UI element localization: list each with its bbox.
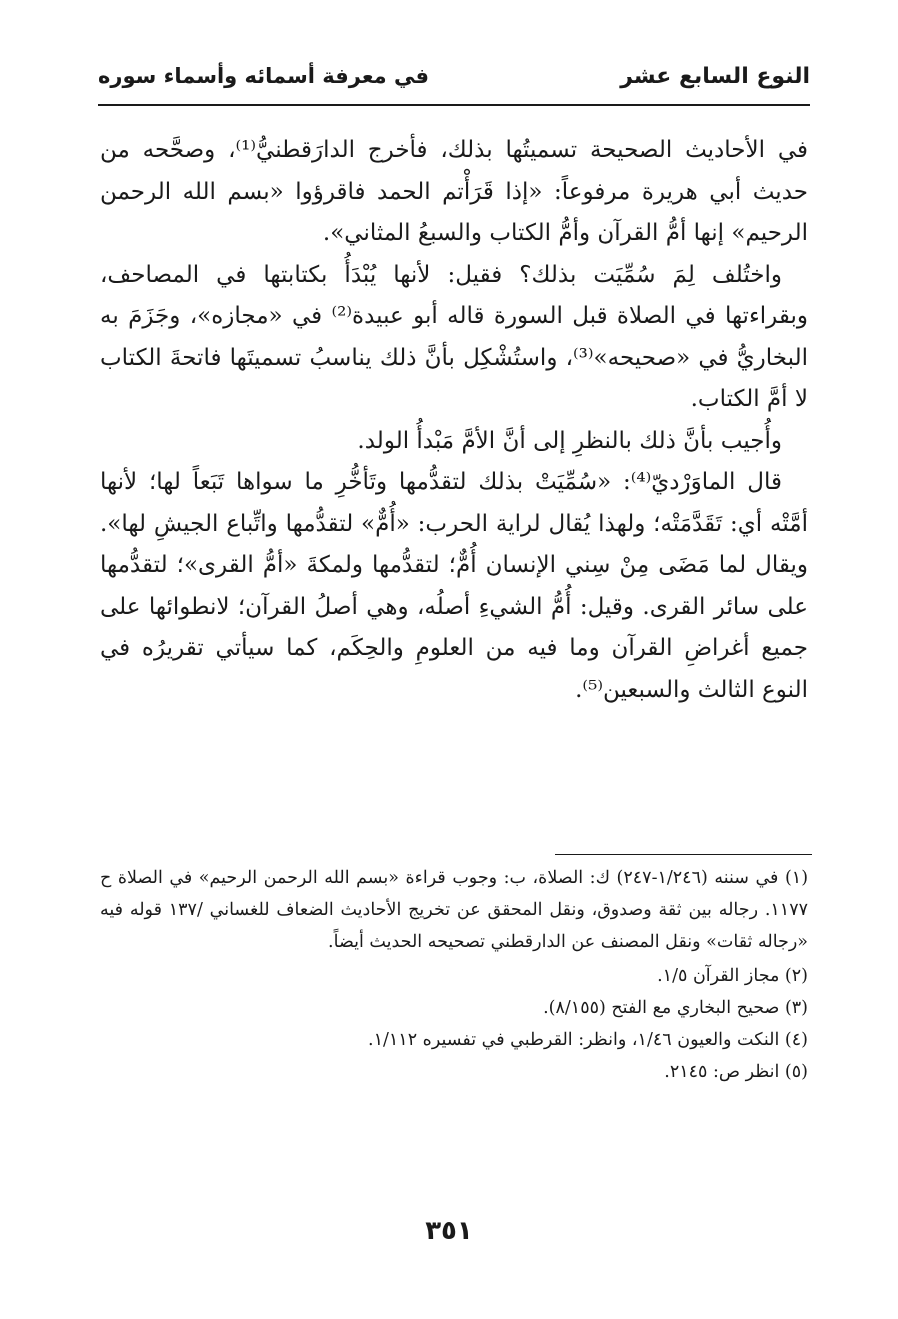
footnote: (٤) النكت والعيون ١/٤٦، وانظر: القرطبي في تفسيره ١/١١٢. — [368, 1030, 808, 1050]
running-header — [98, 60, 810, 100]
page-number: ٣٥١ — [425, 1216, 473, 1246]
footnote: (٣) صحيح البخاري مع الفتح (٨/١٥٥). — [543, 998, 808, 1018]
section-title: في معرفة أسمائه وأسماء سوره — [98, 64, 429, 88]
chapter-title: النوع السابع عشر — [620, 64, 810, 89]
main-text — [100, 130, 808, 711]
footnote-divider — [555, 854, 812, 855]
paragraph: وأُجيب بأنَّ ذلك بالنظرِ إلى أنَّ الأمَّ مَبْدأُ الولد. — [357, 427, 782, 454]
footnote: (٢) مجاز القرآن ١/٥. — [657, 966, 808, 986]
footnote: (١) في سننه (١/٢٤٦-٢٤٧) ك: الصلاة، ب: وجوب قراءة «بسم الله الرحمن الرحيم» في الصلاة ح ١١٧٧. رجاله بين ثقة وصدوق، ونقل المحقق عن تخريج الأحاديث الضعاف للغساني /١٣٧ قوله فيه «رجاله ثقات» ونقل المصنف عن الدارقطني تصحيحه الحديث أيضاً. — [100, 868, 809, 952]
footnotes — [100, 862, 808, 1088]
paragraph: في الأحاديث الصحيحة تسميتُها بذلك، فأخرج الدارَقطنيُّ⁽¹⁾، وصحَّحه من حديث أبي هريرة مرفوعاً: «إذا قَرَأْتم الحمد فاقرؤوا «بسم الله الرحمن الرحيم» إنها أمُّ القرآن وأمُّ الكتاب والسبعُ المثاني». — [100, 137, 808, 246]
footnote: (٥) انظر ص: ٢١٤٥. — [664, 1062, 808, 1082]
paragraph: واختُلف لِمَ سُمِّيَت بذلك؟ فقيل: لأنها يُبْدَأُ بكتابتها في المصاحف، وبقراءتها في الصلاة قبل السورة قاله أبو عبيدة⁽²⁾ في «مجازه»، وجَزَمَ به البخاريُّ في «صحيحه»⁽³⁾، واستُشْكِل بأنَّ ذلك يناسبُ تسميتَها فاتحةَ الكتاب لا أمَّ الكتاب. — [100, 261, 808, 412]
paragraph: قال الماوَرْديّ⁽⁴⁾: «سُمِّيَتْ بذلك لتقدُّمها وتَأخُّرِ ما سواها تَبَعاً لها؛ لأنها أمَّتْه أي: تَقَدَّمَتْه؛ ولهذا يُقال لراية الحرب: «أُمٌّ» لتقدُّمها واتِّباع الجيشِ لها». ويقال لما مَضَى مِنْ سِني الإنسان أُمٌّ؛ لتقدُّمها ولمكةَ «أمُّ القرى»؛ لتقدُّمها على سائر القرى. وقيل: أُمُّ الشيءِ أصلُه، وهي أصلُ القرآن؛ لانطوائها على جميع أغراضِ القرآن وما فيه من العلومِ والحِكَم، كما سيأتي تقريرُه في النوع الثالث والسبعين⁽⁵⁾. — [100, 469, 808, 703]
header-divider — [98, 104, 810, 106]
